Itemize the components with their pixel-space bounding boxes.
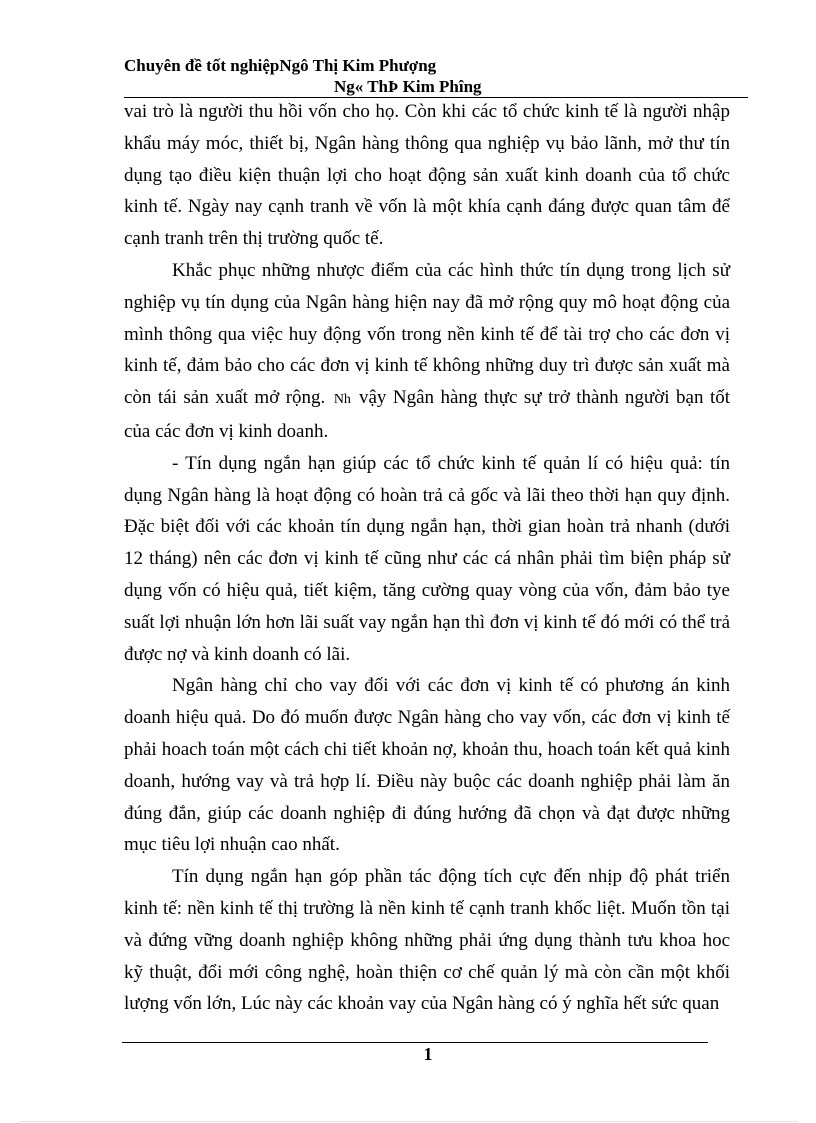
page-header — [124, 56, 748, 100]
footer-divider — [122, 1042, 708, 1043]
paragraph-2-legacy-fragment: Nh — [333, 392, 351, 408]
paragraph-2-text-start: Khắc phục những nhược điểm của các hình thức tín dụng trong lịch sử nghiệp vụ tín dụng của Ngân hàng hiện nay đã mở rộng quy mô hoạt động của mình thông qua việc huy động vốn trong nền kinh tế để tài trợ cho các đơn vị kinh tế, đảm bảo cho các đơn vị kinh tế không những duy trì được sản xuất mà còn tái sản xuất mở rộng. — [124, 259, 730, 409]
paragraph-3: - Tín dụng ngắn hạn giúp các tổ chức kinh tế quản lí có hiệu quả: tín dụng Ngân hàng là hoạt động có hoàn trả cả gốc và lãi theo thời hạn quy định. Đặc biệt đối với các khoản tín dụng ngắn hạn, thời gian hoàn trả nhanh (dưới 12 tháng) nên các đơn vị kinh tế cũng như các cá nhân phải tìm biện pháp sử dụng vốn có hiệu quả, tiết kiệm, tăng cường quay vòng của vốn, đảm bảo tye suất lợi nhuận lớn hơn lãi suất vay ngắn hạn thì đơn vị kinh tế đó mới có thể trả được nợ và kinh doanh có lãi. — [124, 452, 730, 665]
paragraph-5: Tín dụng ngắn hạn góp phần tác động tích cực đến nhịp độ phát triển kinh tế: nền kinh tế thị trường là nền kinh tế cạnh tranh khốc liệt. Muốn tồn tại và đứng vững doanh nghiệp không những phải ứng dụng thành tưu khoa hoc kỹ thuật, đổi mới công nghệ, hoàn thiện cơ chế quản lý mà còn cần một khối lượng vốn lớn, Lúc này các khoản vay của Ngân hàng có ý nghĩa hết sức quan — [124, 866, 730, 1015]
header-title: Chuyên đề tốt nghiệpNgô Thị Kim Phượng — [124, 56, 437, 75]
paragraph-1: vai trò là người thu hồi vốn cho họ. Còn khi các tổ chức kinh tế là người nhập khẩu máy móc, thiết bị, Ngân hàng thông qua nghiệp vụ bảo lãnh, mở thư tín dụng tạo điều kiện thuận lợi cho hoạt động sản xuất kinh doanh của tổ chức kinh tế. Ngày nay cạnh tranh về vốn là một khía cạnh đáng được quan tâm để cạnh tranh trên thị trường quốc tế. — [124, 101, 730, 250]
document-body — [124, 96, 730, 1020]
page-edge — [20, 1121, 796, 1122]
paragraph-4: Ngân hàng chỉ cho vay đối với các đơn vị kinh tế có phương án kinh doanh hiệu quả. Do đó muốn được Ngân hàng cho vay vốn, các đơn vị kinh tế phải hoach toán một cách chi tiết khoản nợ, khoản thu, hoach toán kết quả kinh doanh, hướng vay và trả hợp lí. Điều này buộc các doanh nghiệp phải làm ăn đúng đắn, giúp các doanh nghiệp đi đúng hướng đã chọn và đạt được những mục tiêu lợi nhuận cao nhất. — [124, 675, 730, 856]
paragraph-2-text-end: vậy Ngân hàng thực sự trở thành người bạn tốt của các đơn vị kinh doanh. — [124, 387, 731, 442]
paragraph-2 — [124, 255, 730, 448]
header-author-legacy-encoding: Ng« ThÞ Kim Phîng — [334, 77, 482, 96]
page-number: 1 — [423, 1044, 433, 1064]
